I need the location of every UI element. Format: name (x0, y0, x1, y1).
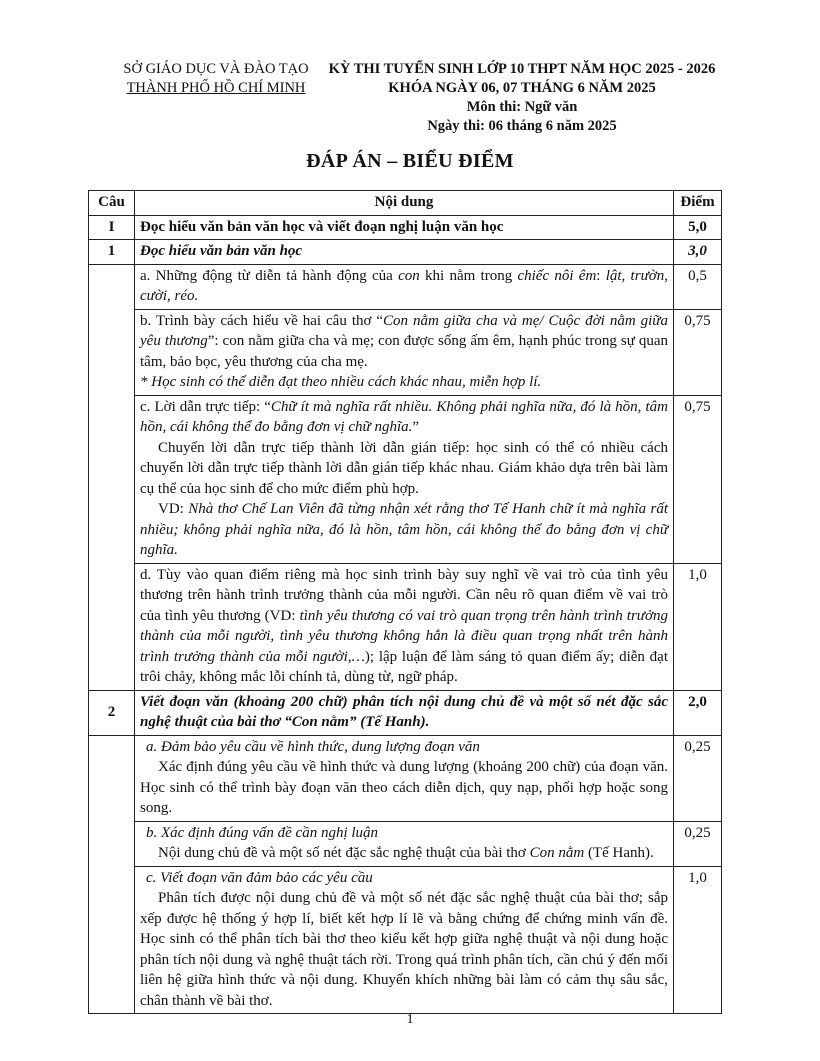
question-2a-content (135, 735, 674, 821)
issuer-block (108, 60, 324, 98)
question-1c-content: c. Lời dẫn trực tiếp: “Chữ ít mà nghĩa rất nhiều. Không phải nghĩa nữa, đó là hồn, tâm hồn, cái không thể đo bằng đơn vị chữ nghĩa.” Chuyển lời dẫn trực tiếp thành lời dẫn gián tiếp: học sinh có thể có nhiều cách chuyển lời dẫn trực tiếp thành lời dẫn gián tiếp khác nhau. Giám khảo dựa trên bài làm cụ thể của học sinh để cho mức điểm phù hợp. VD: Nhà thơ Chế Lan Viên đã từng nhận xét rằng thơ Tế Hanh chữ ít mà nghĩa rất nhiều; không phải nghĩa nữa, đó là hồn, tâm hồn, cái không thể đo bằng đơn vị chữ nghĩa. (135, 395, 674, 563)
exam-title: KỲ THI TUYỂN SINH LỚP 10 THPT NĂM HỌC 2025 - 2026 (328, 61, 716, 77)
question-1c-paragraph-2: Chuyển lời dẫn trực tiếp thành lời dẫn gián tiếp: học sinh có thể có nhiều cách chuyển lời dẫn trực tiếp thành lời dẫn gián tiếp khác nhau. Giám khảo dựa trên bài làm cụ thể của học sinh để cho mức điểm phù hợp. (140, 439, 668, 497)
question-1c-example: VD: Nhà thơ Chế Lan Viên đã từng nhận xét rằng thơ Tế Hanh chữ ít mà nghĩa rất nhiều; không phải nghĩa nữa, đó là hồn, tâm hồn, cái không thể đo bằng đơn vị chữ nghĩa. (140, 501, 668, 558)
question-2c-score: 1,0 (674, 866, 722, 1014)
question-1d-row (89, 563, 722, 690)
answer-table (88, 190, 722, 1014)
question-2-score: 2,0 (674, 690, 722, 735)
page-number: 1 (406, 1012, 414, 1027)
question-2-row (89, 690, 722, 735)
question-2-title: Viết đoạn văn (khoảng 200 chữ) phân tích nội dung chủ đề và một số nét đặc sắc nghệ thuật của bài thơ “Con nằm” (Tế Hanh). (135, 690, 674, 735)
question-2a-score: 0,25 (674, 735, 722, 821)
part-1-number: I (89, 215, 135, 240)
question-2b-heading: b. Xác định đúng vấn đề cần nghị luận (146, 824, 379, 841)
exam-date: Ngày thi: 06 tháng 6 năm 2025 (427, 118, 617, 134)
table-header-row (89, 191, 722, 216)
header-diem: Điểm (674, 191, 722, 216)
question-1a-row (89, 264, 722, 309)
part-1-score: 5,0 (674, 215, 722, 240)
question-2c-heading: c. Viết đoạn văn đảm bảo các yêu cầu (146, 869, 373, 886)
exam-subject: Môn thi: Ngữ văn (466, 99, 578, 115)
question-2-number: 2 (89, 690, 135, 735)
question-2a-row (89, 735, 722, 821)
question-1c-score: 0,75 (674, 395, 722, 563)
issuer-line-1: SỞ GIÁO DỤC VÀ ĐÀO TẠO (123, 61, 309, 77)
question-2b-score: 0,25 (674, 821, 722, 866)
question-1b-note: * Học sinh có thể diễn đạt theo nhiều cách khác nhau, miễn hợp lí. (140, 374, 542, 390)
question-2a-heading: a. Đảm bảo yêu cầu về hình thức, dung lượng đoạn văn (146, 738, 480, 755)
question-2c-row (89, 866, 722, 1014)
part-1-title: Đọc hiểu văn bản văn học và viết đoạn nghị luận văn học (135, 215, 674, 240)
empty-cau-cell-2 (89, 735, 135, 1014)
question-1b-row (89, 309, 722, 395)
question-1-title: Đọc hiểu văn bản văn học (135, 240, 674, 265)
question-1c-row (89, 395, 722, 563)
issuer-city: THÀNH PHỐ HỒ CHÍ MINH (126, 80, 306, 96)
empty-cau-cell (89, 264, 135, 690)
question-1-row (89, 240, 722, 265)
question-1d-content: d. Tùy vào quan điểm riêng mà học sinh trình bày suy nghĩ về vai trò của tình yêu thương trên hành trình trưởng thành của mỗi người. Cần nêu rõ quan điểm về vai trò của tình yêu thương (VD: tình yêu thương có vai trò quan trọng trên hành trình trưởng thành của mỗi người, tình yêu thương không hẳn là điều quan trọng nhất trên hành trình trưởng thành của mỗi người,…); lập luận để làm sáng tỏ quan điểm ấy; diễn đạt trôi chảy, không mắc lỗi chính tả, dùng từ, ngữ pháp. (135, 563, 674, 690)
exam-session: KHÓA NGÀY 06, 07 THÁNG 6 NĂM 2025 (388, 80, 656, 96)
question-1b-content: b. Trình bày cách hiểu về hai câu thơ “Con nằm giữa cha và mẹ/ Cuộc đời nằm giữa yêu thương”: con nằm giữa cha và mẹ; con được sống ấm êm, hạnh phúc trong sự quan tâm, bảo bọc, yêu thương của cha mẹ. * Học sinh có thể diễn đạt theo nhiều cách khác nhau, miễn hợp lí. (135, 309, 674, 395)
exam-info-block (324, 60, 720, 136)
question-2a-body: Xác định đúng yêu cầu về hình thức và dung lượng (khoảng 200 chữ) của đoạn văn. Học sinh có thể trình bày đoạn văn theo cách diễn dịch, quy nạp, phối hợp hoặc song song. (140, 759, 668, 816)
question-1b-score: 0,75 (674, 309, 722, 395)
question-2b-content: b. Xác định đúng vấn đề cần nghị luận Nội dung chủ đề và một số nét đặc sắc nghệ thuật của bài thơ Con nằm (Tế Hanh). (135, 821, 674, 866)
question-1a-score: 0,5 (674, 264, 722, 309)
question-1-number: 1 (89, 240, 135, 265)
issuer-line-2 (108, 79, 324, 98)
question-2c-body: Phân tích được nội dung chủ đề và một số nét đặc sắc nghệ thuật của bài thơ; sắp xếp được hệ thống ý hợp lí, biết kết hợp lí lẽ và bằng chứng để chứng minh vấn đề. Học sinh có thể phân tích bài thơ theo kiểu kết hợp giữa nghệ thuật và nội dung hoặc phân tích nội dung và nghệ thuật tách rời. Trong quá trình phân tích, cần chú ý đến mối liên hệ giữa hình thức và nội dung. Khuyến khích những bài làm có cảm thụ sâu sắc, chân thành về bài thơ. (140, 890, 668, 1009)
question-1-score: 3,0 (674, 240, 722, 265)
page-title: ĐÁP ÁN – BIỂU ĐIỂM (306, 150, 514, 172)
question-2c-content (135, 866, 674, 1014)
question-1a-content: a. Những động từ diễn tả hành động của con khi nằm trong chiếc nôi êm: lật, trườn, cười, réo. (135, 264, 674, 309)
header-cau: Câu (89, 191, 135, 216)
question-2b-row (89, 821, 722, 866)
question-1d-score: 1,0 (674, 563, 722, 690)
part-1-row (89, 215, 722, 240)
header-noidung: Nội dung (135, 191, 674, 216)
